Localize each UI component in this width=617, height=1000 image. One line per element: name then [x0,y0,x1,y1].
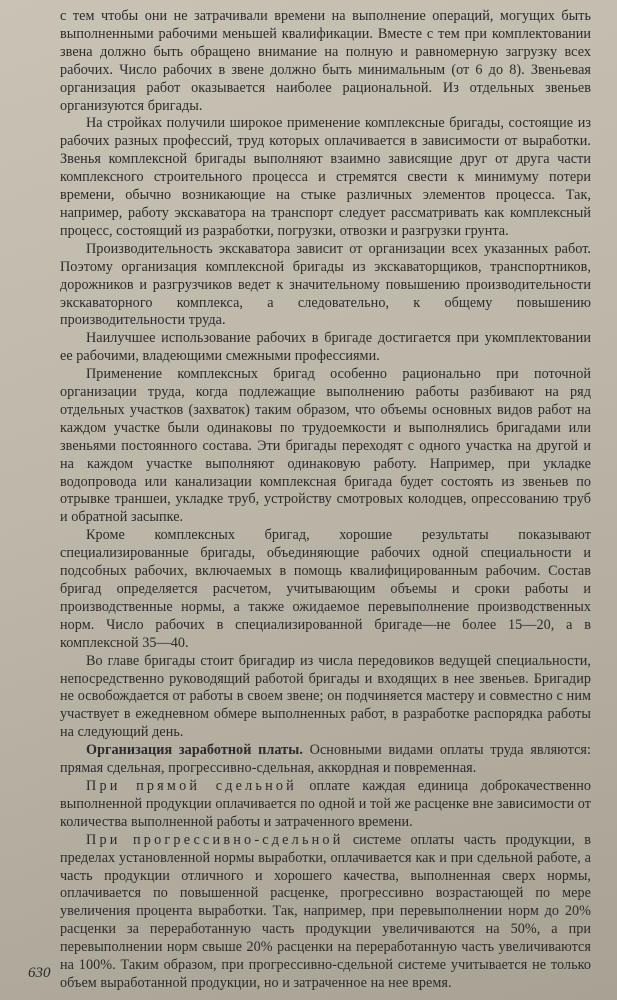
paragraph-2: На стройках получили широкое применение комплексные бригады, состоящие из рабочих разных профессий, труд которых оплачивается в зависимости от выработки. Звенья комплексной бригады выполняют взаимно зависящие друг от друга части комплексного строительного процесса и стремятся свести к минимуму потери времени, обычно возникающие на стыке различных элементов процесса. Так, например, работу экскаватора на транспорт следует рассматривать как комплексный процесс, состоящий из разработки, погрузки, отвозки и разгрузки грунта. [60,115,591,239]
paragraph-3: Производительность экскаватора зависит от организации всех указанных работ. Поэтому организация комплексной бригады из экскаваторщиков, транспортников, дорожников и разгрузчиков ведет к значительному повышению производительности экскаваторного комплекса, а следовательно, к общему повышению производительности труда. [60,240,591,329]
paragraph-4: Наилучшее использование рабочих в бригаде достигается при укомплектовании ее рабочими, владеющими смежными профессиями. [60,330,591,365]
paragraph-9-text: оплате каждая единица доброкачественно выполненной продукции оплачивается по одной и той же расценке вне зависимости от количества выполненной работы и затраченного времени. [60,777,591,830]
paragraph-7: Во главе бригады стоит бригадир из числа передовиков ведущей специальности, непосредственно руководящий работой бригады и входящих в нее звеньев. Бригадир не освобождается от работы в своем звене; он подчиняется мастеру и совместно с ним участвует в ежедневном обмере выполненных работ, в разработке распорядка работы на следующий день. [60,652,591,741]
paragraph-8 [60,742,591,778]
paragraph-6: Кроме комплексных бригад, хорошие результаты показывают специализированные бригады, объединяющие рабочих одной специальности и подсобных рабочих, включаемых в помощь квалифицированным рабочим. Состав бригад определяется расчетом, учитывающим объемы и сроки работы и производственные нормы, а также ожидаемое перевыполнение производственных норм. Число рабочих в специализированной бригаде—не более 15—20, а в комплексной 35—40. [60,527,591,651]
spaced-term-direct-piecework: При прямой сдельной [86,777,297,794]
page-number: 630 [28,965,51,981]
paragraph-9 [60,778,591,832]
paragraph-8-text: Основными видами оплаты труда являются: прямая сдельная, прогрессивно-сдельная, аккордная и повременная. [60,742,591,777]
section-run-in-heading: Организация заработной платы. [86,742,303,759]
paragraph-10 [60,832,591,993]
body-text [60,8,591,993]
paragraph-5: Применение комплексных бригад особенно рационально при поточной организации труда, когда подлежащие выполнению работы разбивают на ряд отдельных участков (захваток) таким образом, что объемы основных видов работ на каждом участке были одинаковы по трудоемкости и выполнялись бригадами или звеньями постоянного состава. Эти бригады переходят с одного участка на другой и на каждом участке выполняют одинаковую работу. Например, при укладке водопровода или канализации комплексная бригада будет состоять из звеньев по отрывке траншеи, укладке труб, устройству смотровых колодцев, опрессованию труб и обратной засыпке. [60,366,591,526]
paragraph-1: с тем чтобы они не затрачивали времени на выполнение операций, могущих быть выполненными рабочими меньшей квалификации. Вместе с тем при комплектовании звена должно быть обращено внимание на полную и равномерную загрузку всех рабочих. Число рабочих в звене должно быть минимальным (от 6 до 8). Звеньевая организация работ оказывается наиболее рациональной. Из отдельных звеньев организуются бригады. [60,8,591,114]
paragraph-10-text: системе оплаты часть продукции, в пределах установленной нормы выработки, оплачивается как и при сдельной работе, а часть продукции отличного и хорошего качества, выполненная сверх нормы, оплачивается по повышенной расценке, прогрессивно возрастающей по мере увеличения процента выработки. Так, например, при перевыполнении норм до 20% расценки за переработанную часть продукции увеличиваются на 50%, а при перевыполнении норм свыше 20% расценки на переработанную часть увеличиваются на 100%. Таким образом, при прогрессивно-сдельной системе учитывается не только объем выработанной продукции, но и затраченное на нее время. [60,831,591,991]
spaced-term-progressive-piecework: При прогрессивно-сдельной [86,831,344,848]
